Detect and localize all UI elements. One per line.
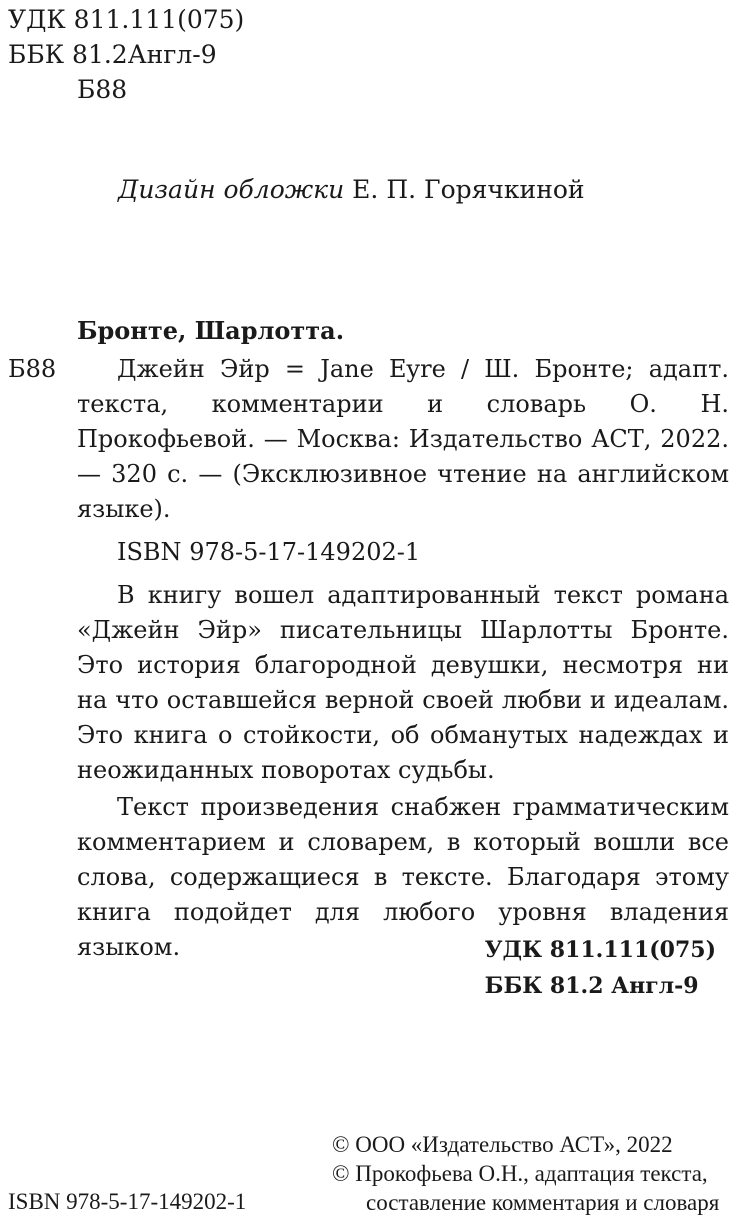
cover-design-label: Дизайн обложки	[118, 175, 345, 204]
isbn-footer: ISBN 978-5-17-149202-1	[8, 1189, 247, 1214]
isbn: ISBN 978-5-17-149202-1	[117, 538, 421, 566]
author-mark-left: Б88	[8, 355, 57, 383]
bbk-code: ББК 81.2Англ-9	[8, 40, 217, 69]
annotation-paragraph-2: Текст произведения снабжен грамматическим комментарием и словарем, в который вошли все слова, содержащиеся в тексте. Благодаря этому книга подойдет для любого уровня владения языком.	[77, 793, 729, 961]
udk-code-bottom: УДК 811.111(075)	[484, 937, 716, 963]
annotation-paragraph-1: В книгу вошел адаптированный текст романа «Джейн Эйр» писательницы Шарлотты Бронте. Это история благородной девушки, несмотря ни на что оставшейся верной своей любви и идеалам. Это книга о стойкости, об обманутых надеждах и неожиданных поворотах судьбы.	[77, 581, 729, 784]
copyright-adapter-continued: составление комментария и словаря	[366, 1190, 720, 1215]
author-mark: Б88	[77, 75, 128, 104]
bibliographic-description: Джейн Эйр = Jane Eyre / Ш. Бронте; адапт. текста, комментарии и словарь О. Н. Прокофьевой. — Москва: Издательство АСТ, 2022. — 320 с. — (Эксклюзивное чтение на английском языке).	[77, 355, 729, 523]
cover-design-credit	[118, 172, 585, 208]
copyright-adapter: © Прокофьева О.Н., адаптация текста,	[332, 1161, 708, 1186]
classification-header	[8, 2, 244, 107]
copyright-publisher: © ООО «Издательство АСТ», 2022	[332, 1132, 673, 1157]
copyright-block	[332, 1130, 728, 1217]
classification-footer	[485, 932, 716, 1004]
author-heading: Бронте, Шарлотта.	[77, 316, 345, 345]
udk-code: УДК 811.111(075)	[8, 5, 245, 34]
catalog-record	[77, 352, 729, 965]
bbk-code-bottom: ББК 81.2 Англ-9	[484, 973, 699, 999]
cover-designer-name: Е. П. Горячкиной	[352, 175, 585, 204]
